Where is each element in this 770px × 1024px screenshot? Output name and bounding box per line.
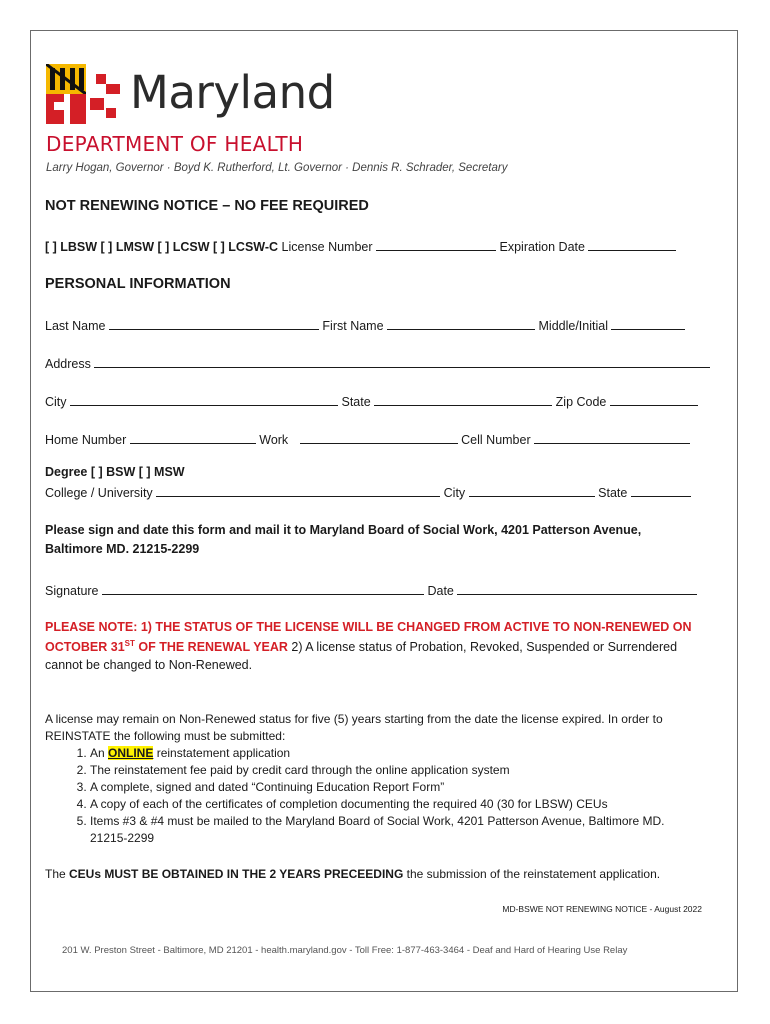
expiration-date-field[interactable] [588,238,676,251]
list-item: 3. A complete, signed and dated “Continuing Education Report Form” [90,779,715,796]
work-label: Work [259,433,289,447]
signature-label: Signature [45,584,99,598]
personal-info-heading: PERSONAL INFORMATION [45,276,231,292]
zip-code-label: Zip Code [555,395,607,409]
name-row [45,317,685,333]
college-city-field[interactable] [469,484,595,497]
reinstate-intro-2: REINSTATE the following must be submitted: [45,729,286,743]
item5-zip: 21215-2299 [90,831,155,845]
date-label: Date [427,584,454,598]
college-state-label: State [598,486,628,500]
note-line-2 [45,639,677,654]
note-renewal-year: OF THE RENEWAL YEAR [134,640,288,655]
college-state-field[interactable] [631,484,691,497]
home-number-field[interactable] [130,431,256,444]
first-name-label: First Name [322,319,384,333]
note-line-1: PLEASE NOTE: 1) THE STATUS OF THE LICENSE WILL BE CHANGED FROM ACTIVE TO NON-RENEWED ON [45,620,692,634]
signature-row [45,582,697,598]
address-row [45,355,710,371]
note-date-suffix: ST [124,639,135,648]
ceu-post: the submission of the reinstatement application. [403,867,661,881]
last-name-label: Last Name [45,319,106,333]
license-number-field[interactable] [376,238,496,251]
ceu-statement [45,866,715,883]
ceu-pre: The [45,867,70,881]
degree-checkboxes[interactable]: Degree [ ] BSW [ ] MSW [45,465,185,479]
page-title: NOT RENEWING NOTICE – NO FEE REQUIRED [45,198,369,214]
department-name: DEPARTMENT OF HEALTH [46,132,304,156]
college-row [45,484,691,500]
reinstate-list [45,745,715,847]
signature-field[interactable] [102,582,424,595]
middle-initial-label: Middle/Initial [538,319,608,333]
expiration-date-label: Expiration Date [499,240,585,254]
address-field[interactable] [94,355,710,368]
footer-address: 201 W. Preston Street - Baltimore, MD 21201 - health.maryland.gov - Toll Free: 1-877-463-3464 - Deaf and Hard of Hearing Use Relay [62,945,628,956]
form-page [30,30,738,992]
middle-initial-field[interactable] [611,317,685,330]
license-row [45,238,676,254]
city-label: City [45,395,67,409]
reinstate-section [45,711,715,847]
logo-wordmark: Maryland [130,66,335,119]
mail-instruction-line-1: Please sign and date this form and mail it to Maryland Board of Social Work, 4201 Patterson Avenue, [45,523,642,537]
list-item: 4. A copy of each of the certificates of completion documenting the required 40 (30 for LBSW) CEUs [90,796,715,813]
list-item [90,813,715,847]
state-field[interactable] [374,393,552,406]
college-label: College / University [45,486,153,500]
list-item [90,745,715,762]
first-name-field[interactable] [387,317,535,330]
maryland-flag-logo-icon [46,64,126,124]
last-name-field[interactable] [109,317,319,330]
zip-code-field[interactable] [610,393,698,406]
phone-row [45,431,690,447]
item1-text: An [90,746,109,760]
item5-text: Items #3 & #4 must be mailed to the Maryland Board of Social Work, 4201 Patterson Avenue, Baltimore MD. [90,814,665,828]
college-city-label: City [443,486,466,500]
cell-number-field[interactable] [534,431,690,444]
mail-instruction-line-2: Baltimore MD. 21215-2299 [45,542,200,556]
college-field[interactable] [156,484,440,497]
list-item: 2. The reinstatement fee paid by credit card through the online application system [90,762,715,779]
note-line-3: cannot be changed to Non-Renewed. [45,658,253,672]
online-highlight: ONLINE [108,746,154,760]
form-code: MD-BSWE NOT RENEWING NOTICE - August 2022 [502,904,702,914]
officials-line: Larry Hogan, Governor · Boyd K. Rutherford, Lt. Governor · Dennis R. Schrader, Secretary [46,162,508,174]
ceu-bold: CEUs MUST BE OBTAINED IN THE 2 YEARS PRECEEDING [69,867,404,881]
item1-text-end: reinstatement application [153,746,291,760]
note-status-text: 2) A license status of Probation, Revoked, Suspended or Surrendered [287,640,678,655]
address-label: Address [45,357,91,371]
state-label: State [341,395,371,409]
city-row [45,393,698,409]
city-field[interactable] [70,393,338,406]
home-number-label: Home Number [45,433,127,447]
date-field[interactable] [457,582,697,595]
license-type-checkboxes[interactable]: [ ] LBSW [ ] LMSW [ ] LCSW [ ] LCSW-C [45,240,279,254]
reinstate-intro-1: A license may remain on Non-Renewed status for five (5) years starting from the date the license expired. In order to [45,712,663,726]
license-number-label: License Number [281,240,373,254]
note-date: OCTOBER 31 [45,640,125,655]
work-number-field[interactable] [300,431,458,444]
cell-number-label: Cell Number [461,433,531,447]
